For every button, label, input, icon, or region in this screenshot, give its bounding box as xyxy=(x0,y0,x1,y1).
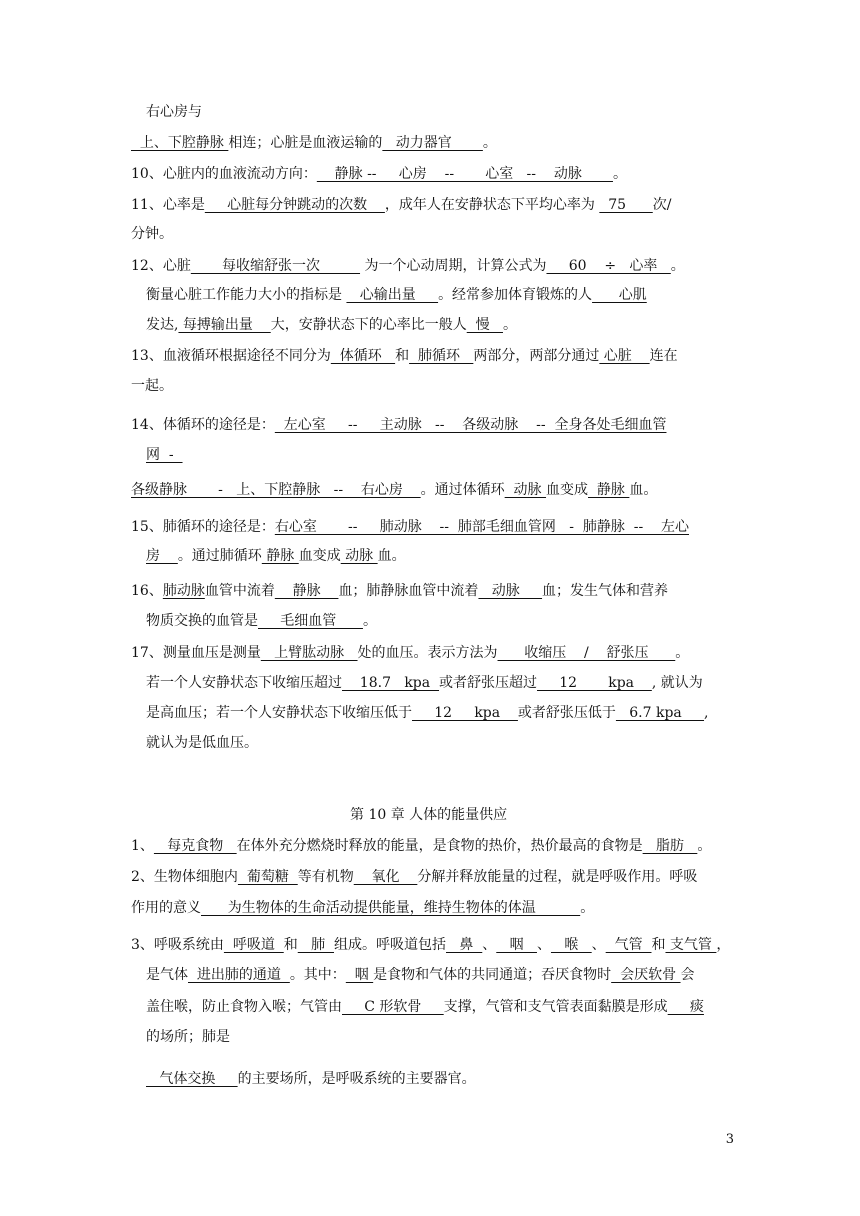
text-line xyxy=(131,164,627,184)
text-segment: 。通过体循环 xyxy=(420,482,505,498)
filled-blank: 进出肺的通道 xyxy=(188,967,290,983)
text-segment: 。 xyxy=(482,135,497,151)
text-segment: ， xyxy=(716,937,731,953)
text-segment: 。 xyxy=(675,645,690,661)
text-segment: 物质交换的血管是 xyxy=(146,613,258,629)
text-segment: 、 xyxy=(536,937,551,953)
filled-blank: 静脉 -- 心房 -- 心室 -- 动脉 xyxy=(316,166,613,182)
filled-blank: 气体交换 xyxy=(146,1071,238,1087)
text-segment: 16、 xyxy=(131,583,163,599)
page-number: 3 xyxy=(725,1132,734,1147)
text-line xyxy=(131,133,497,153)
text-segment: 会 xyxy=(680,967,695,983)
text-segment: 14、体循环的途径是： xyxy=(131,417,275,433)
text-line xyxy=(146,703,708,723)
text-segment: , 就认为 xyxy=(651,675,703,691)
filled-blank: 动力器官 xyxy=(382,135,483,151)
filled-blank: 脂肪 xyxy=(642,838,698,854)
text-line xyxy=(131,581,668,601)
filled-blank: 为生物体的生命活动提供能量，维持生物体的体温 xyxy=(201,900,581,916)
filled-blank: 慢 xyxy=(466,317,503,333)
text-segment: 为一个心动周期，计算公式为 xyxy=(360,258,547,274)
filled-blank: 肺循环 xyxy=(409,348,474,364)
filled-blank: 上、下腔静脉 xyxy=(131,135,229,151)
text-segment: 15、肺循环的途径是： xyxy=(131,519,275,535)
text-segment: 一起。 xyxy=(131,378,173,394)
text-line xyxy=(131,836,711,856)
filled-blank: 75 xyxy=(599,197,653,213)
text-line xyxy=(146,733,258,753)
text-segment: 血变成 xyxy=(298,548,341,564)
text-line xyxy=(131,224,173,244)
filled-blank: 葡萄糖 xyxy=(237,869,298,885)
text-segment: 血管中流着 xyxy=(204,583,275,599)
text-line xyxy=(146,445,183,465)
text-line xyxy=(146,315,517,335)
filled-blank: 12 kpa xyxy=(537,675,652,691)
filled-blank: 动脉 xyxy=(340,548,378,564)
text-segment: 。 xyxy=(697,838,712,854)
text-line xyxy=(131,346,678,366)
filled-blank: 动脉 xyxy=(504,482,547,498)
text-line xyxy=(131,376,173,396)
text-segment: 、 xyxy=(482,937,497,953)
text-segment: 。经常参加体育锻炼的人 xyxy=(438,287,593,303)
filled-blank: 收缩压 / 舒张压 xyxy=(497,645,676,661)
filled-blank: 静脉 xyxy=(274,583,339,599)
text-segment: 。 xyxy=(612,166,627,182)
text-line xyxy=(146,1069,476,1089)
chapter-heading xyxy=(350,805,507,825)
filled-blank: 60 ÷ 心率 xyxy=(546,258,671,274)
text-segment: ，成年人在安静状态下平均心率为 xyxy=(384,197,600,213)
text-segment: 等有机物 xyxy=(297,869,354,885)
filled-blank: 静脉 xyxy=(588,482,630,498)
text-segment: 2、生物体细胞内 xyxy=(131,869,238,885)
text-segment: 分钟。 xyxy=(131,226,173,242)
text-segment: 血变成 xyxy=(546,482,589,498)
text-segment: 连在 xyxy=(649,348,678,364)
text-segment: 盖住喉，防止食物入喉；气管由 xyxy=(146,999,342,1015)
filled-blank: 房 xyxy=(146,548,178,564)
text-segment: 若一个人安静状态下收缩压超过 xyxy=(146,675,342,691)
filled-blank: 肺动脉 xyxy=(162,583,205,599)
text-segment: 是食物和气体的共同通道；吞厌食物时 xyxy=(373,967,612,983)
text-segment: 第 10 章 人体的能量供应 xyxy=(350,807,508,823)
text-segment: 。通过肺循环 xyxy=(177,548,262,564)
text-line xyxy=(146,285,647,305)
filled-blank: 毛细血管 xyxy=(258,613,363,629)
text-segment: 。其中： xyxy=(289,967,346,983)
text-segment: 是气体 xyxy=(146,967,188,983)
text-segment: 右心房与 xyxy=(146,104,202,120)
filled-blank: 肺 xyxy=(297,937,334,953)
filled-blank: 会厌软骨 xyxy=(611,967,681,983)
text-segment: 。 xyxy=(502,317,517,333)
text-segment: 血。 xyxy=(377,548,406,564)
filled-blank: 支气管 xyxy=(665,937,717,953)
text-segment: 是高血压；若一个人安静状态下收缩压低于 xyxy=(146,705,412,721)
text-segment: 或者舒张压低于 xyxy=(517,705,616,721)
filled-blank: 心肌 xyxy=(592,287,647,303)
text-segment: 就认为是低血压。 xyxy=(146,735,258,751)
filled-blank: 每收缩舒张一次 xyxy=(190,258,361,274)
filled-blank: 心输出量 xyxy=(346,287,439,303)
filled-blank: 呼吸道 xyxy=(223,937,284,953)
filled-blank: 右心室 -- 肺动脉 -- 肺部毛细血管网 - 肺静脉 -- 左心 xyxy=(274,519,689,535)
text-segment: 12、心脏 xyxy=(131,258,191,274)
filled-blank: 喉 xyxy=(550,937,592,953)
text-segment: 和 xyxy=(283,937,298,953)
text-segment: 次/ xyxy=(652,197,672,213)
text-line xyxy=(146,673,703,693)
text-segment: 的主要场所，是呼吸系统的主要器官。 xyxy=(237,1071,476,1087)
filled-blank: 左心室 -- 主动脉 -- 各级动脉 -- 全身各处毛细血管 xyxy=(274,417,667,433)
filled-blank: 各级静脉 - 上、下腔静脉 -- 右心房 xyxy=(131,482,421,498)
text-segment: 组成。呼吸道包括 xyxy=(334,937,446,953)
filled-blank: 体循环 xyxy=(330,348,396,364)
text-segment: 17、测量血压是测量 xyxy=(131,645,261,661)
text-segment: 作用的意义 xyxy=(131,900,201,916)
text-segment: 和 xyxy=(395,348,410,364)
filled-blank: 每克食物 xyxy=(153,838,237,854)
filled-blank: 痰 xyxy=(667,999,704,1015)
text-segment: 相连；心脏是血液运输的 xyxy=(228,135,383,151)
text-line xyxy=(146,102,202,122)
filled-blank: C 形软骨 xyxy=(342,999,444,1015)
text-segment: 血；发生气体和营养 xyxy=(542,583,669,599)
filled-blank: 网 - xyxy=(146,447,183,463)
filled-blank: 每搏输出量 xyxy=(178,317,271,333)
text-segment: 大，安静状态下的心率比一般人 xyxy=(270,317,467,333)
text-line xyxy=(131,935,730,955)
text-segment: 或者舒张压超过 xyxy=(439,675,538,691)
text-segment: 3、呼吸系统由 xyxy=(131,937,224,953)
text-segment: 13、血液循环根据途径不同分为 xyxy=(131,348,331,364)
filled-blank: 12 kpa xyxy=(412,705,518,721)
text-segment: 10、心脏内的血液流动方向： xyxy=(131,166,317,182)
text-line xyxy=(146,1027,230,1047)
text-segment: 血。 xyxy=(629,482,658,498)
text-segment: 的场所；肺是 xyxy=(146,1029,230,1045)
text-segment: , xyxy=(704,705,709,721)
filled-blank: 上臂肱动脉 xyxy=(260,645,358,661)
text-line xyxy=(131,256,685,276)
text-segment: 11、心率是 xyxy=(131,197,205,213)
text-segment: 支撑，气管和支气管表面黏膜是形成 xyxy=(443,999,668,1015)
filled-blank: 动脉 xyxy=(478,583,543,599)
text-line xyxy=(131,195,671,215)
text-segment: 发达, xyxy=(146,317,179,333)
text-line xyxy=(131,480,657,500)
text-line xyxy=(131,867,697,887)
text-line xyxy=(131,898,594,918)
text-segment: 在体外充分燃烧时释放的能量，是食物的热价，热价最高的食物是 xyxy=(236,838,643,854)
text-line xyxy=(146,611,377,631)
filled-blank: 心脏 xyxy=(599,348,650,364)
filled-blank: 咽 xyxy=(496,937,537,953)
text-segment: 处的血压。表示方法为 xyxy=(357,645,498,661)
text-line xyxy=(131,517,689,537)
text-segment: 、 xyxy=(591,937,606,953)
text-line xyxy=(146,965,695,985)
text-segment: 。 xyxy=(362,613,377,629)
text-segment: 两部分，两部分通过 xyxy=(473,348,600,364)
text-segment: 1、 xyxy=(131,838,154,854)
text-line xyxy=(131,415,666,435)
filled-blank: 静脉 xyxy=(261,548,299,564)
text-segment: 和 xyxy=(651,937,666,953)
text-segment: 衡量心脏工作能力大小的指标是 xyxy=(146,287,347,303)
filled-blank: 6.7 kpa xyxy=(615,705,705,721)
filled-blank: 18.7 kpa xyxy=(342,675,440,691)
filled-blank: 氧化 xyxy=(353,869,418,885)
text-segment: 。 xyxy=(580,900,595,916)
filled-blank: 鼻 xyxy=(446,937,483,953)
text-segment: 分解并释放能量的过程，就是呼吸作用。呼吸 xyxy=(417,869,698,885)
text-segment: 。 xyxy=(670,258,685,274)
filled-blank: 心脏每分钟跳动的次数 xyxy=(204,197,385,213)
text-line xyxy=(131,643,689,663)
text-line xyxy=(146,546,406,566)
text-line xyxy=(146,997,704,1017)
filled-blank: 咽 xyxy=(345,967,374,983)
text-segment: 血；肺静脉血管中流着 xyxy=(338,583,479,599)
filled-blank: 气管 xyxy=(605,937,652,953)
